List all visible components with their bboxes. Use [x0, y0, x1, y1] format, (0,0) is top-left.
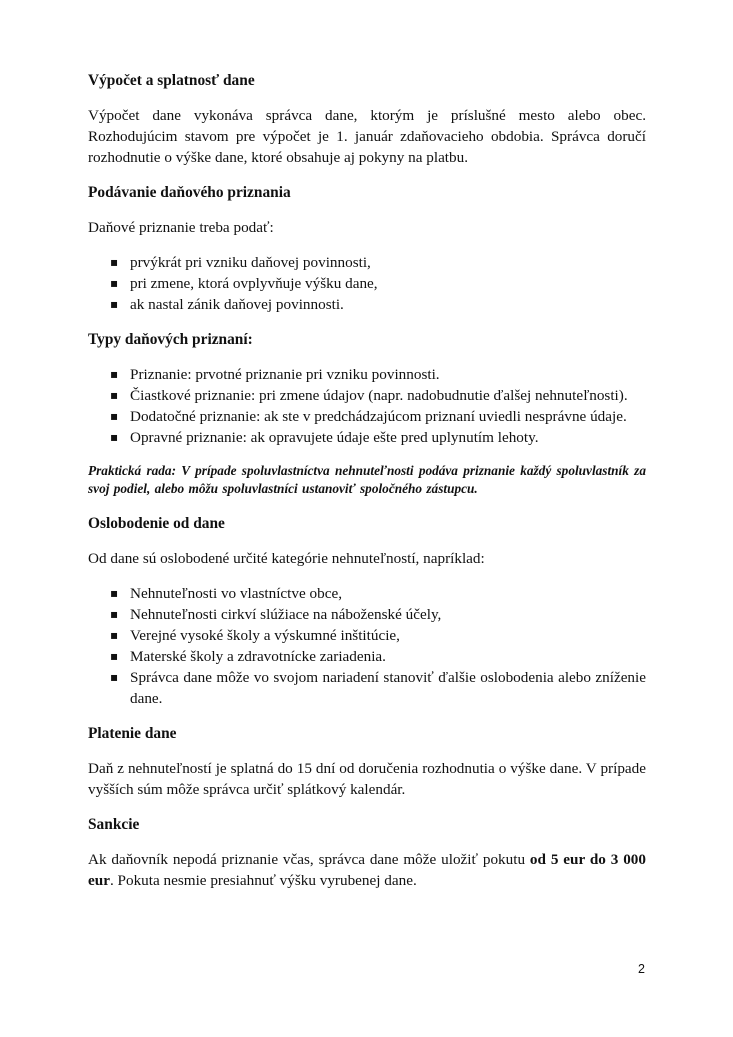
document-page	[88, 70, 646, 905]
heading-types: Typy daňových priznaní:	[88, 331, 253, 348]
bullet-icon: ▪	[110, 255, 119, 269]
list-item-text: Správca dane môže vo svojom nariadení stanoviť ďalšie oslobodenia alebo zníženie dane.	[130, 669, 646, 707]
list-item-text: Priznanie: prvotné priznanie pri vzniku povinnosti.	[130, 366, 440, 383]
practical-tip: Praktická rada: V prípade spoluvlastníctva nehnuteľnosti podáva priznanie každý spoluvlastník za svoj podiel, alebo môžu spoluvlastníci ustanoviť spoločného zástupcu.	[88, 463, 646, 496]
paragraph-exemption-intro: Od dane sú oslobodené určité kategórie nehnuteľností, napríklad:	[88, 550, 485, 567]
list-item-text: pri zmene, ktorá ovplyvňuje výšku dane,	[130, 275, 378, 292]
list-item	[88, 273, 646, 294]
bullet-icon: ▪	[110, 367, 119, 381]
list-item	[88, 667, 646, 709]
paragraph-payment: Daň z nehnuteľností je splatná do 15 dní od doručenia rozhodnutia o výške dane. V prípade vyšších súm môže správca určiť splátkový kalendár.	[88, 760, 646, 798]
list-item-text: Čiastkové priznanie: pri zmene údajov (napr. nadobudnutie ďalšej nehnuteľnosti).	[130, 387, 628, 404]
list-item-text: Verejné vysoké školy a výskumné inštitúcie,	[130, 627, 400, 644]
list-item-text: Nehnuteľnosti vo vlastníctve obce,	[130, 585, 342, 602]
list-item	[88, 385, 646, 406]
list-filing	[88, 252, 646, 315]
list-exemption	[88, 583, 646, 709]
paragraph-sanctions	[88, 849, 646, 891]
heading-filing: Podávanie daňového priznania	[88, 184, 291, 201]
heading-calc: Výpočet a splatnosť dane	[88, 72, 255, 89]
list-item-text: Nehnuteľnosti cirkví slúžiace na náboženské účely,	[130, 606, 442, 623]
list-item	[88, 406, 646, 427]
bullet-icon: ▪	[110, 409, 119, 423]
list-item-text: ak nastal zánik daňovej povinnosti.	[130, 296, 344, 313]
bullet-icon: ▪	[110, 297, 119, 311]
list-item	[88, 604, 646, 625]
bullet-icon: ▪	[110, 276, 119, 290]
list-item	[88, 252, 646, 273]
paragraph-calc: Výpočet dane vykonáva správca dane, ktorým je príslušné mesto alebo obec. Rozhodujúcim stavom pre výpočet je 1. január zdaňovacieho obdobia. Správca doručí rozhodnutie o výške dane, ktoré obsahuje aj pokyny na platbu.	[88, 107, 646, 166]
list-item-text: Materské školy a zdravotnícke zariadenia.	[130, 648, 386, 665]
list-item-text: prvýkrát pri vzniku daňovej povinnosti,	[130, 254, 371, 271]
list-types	[88, 364, 646, 448]
bullet-icon: ▪	[110, 649, 119, 663]
sanctions-text-after: . Pokuta nesmie presiahnuť výšku vyrubenej dane.	[109, 872, 417, 889]
paragraph-filing-intro: Daňové priznanie treba podať:	[88, 219, 274, 236]
list-item	[88, 646, 646, 667]
bullet-icon: ▪	[110, 586, 119, 600]
list-item	[88, 625, 646, 646]
list-item	[88, 583, 646, 604]
page-number: 2	[638, 962, 645, 976]
bullet-icon: ▪	[110, 607, 119, 621]
list-item-text: Dodatočné priznanie: ak ste v predchádzajúcom priznaní uviedli nesprávne údaje.	[130, 408, 627, 425]
sanctions-fine-range: od 5 eur do 3 000 eur	[88, 851, 646, 889]
bullet-icon: ▪	[110, 628, 119, 642]
list-item	[88, 294, 646, 315]
sanctions-text-before: Ak daňovník nepodá priznanie včas, správca dane môže uložiť pokutu	[88, 851, 530, 868]
list-item-text: Opravné priznanie: ak opravujete údaje ešte pred uplynutím lehoty.	[130, 429, 539, 446]
bullet-icon: ▪	[110, 670, 119, 684]
list-item	[88, 427, 646, 448]
bullet-icon: ▪	[110, 388, 119, 402]
heading-payment: Platenie dane	[88, 725, 177, 742]
heading-exemption: Oslobodenie od dane	[88, 515, 225, 532]
bullet-icon: ▪	[110, 430, 119, 444]
list-item	[88, 364, 646, 385]
heading-sanctions: Sankcie	[88, 816, 140, 833]
